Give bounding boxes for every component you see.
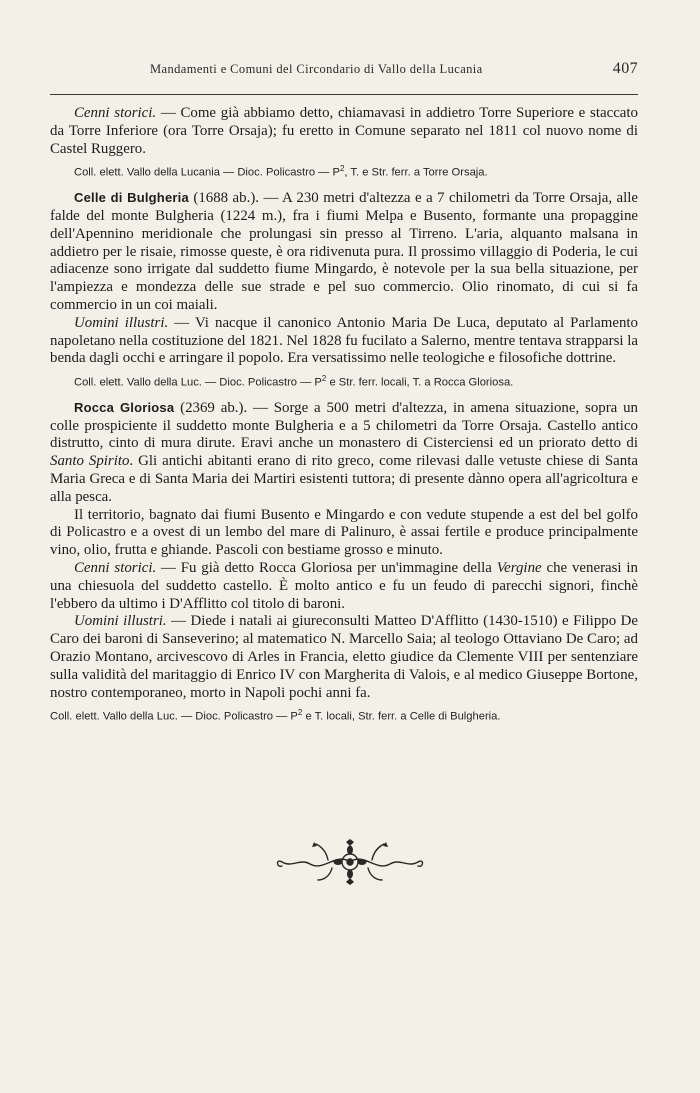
lead-cenni-storici: Cenni storici. <box>74 105 157 121</box>
note-rocca <box>50 706 638 724</box>
paragraph-cenni-torre <box>50 105 638 158</box>
entry-title-rocca: Rocca Gloriosa <box>74 399 175 415</box>
paragraph-text: che venerasi in una chiesuola del suddetto castello. È molto antico e fu un feudo di parecchi signori, finchè l'ebbero da ultimo i D'Afflitto col titolo di baroni. <box>50 560 638 612</box>
book-page <box>50 60 638 733</box>
entry-title-celle: Celle di Bulgheria <box>74 190 189 206</box>
paragraph-celle <box>50 189 638 315</box>
italic-term: Vergine <box>496 560 542 576</box>
header-rule <box>50 94 638 95</box>
paragraph-rocca-territorio <box>50 507 638 560</box>
note-text: Coll. elett. Vallo della Luc. — Dioc. Policastro — P <box>74 376 322 389</box>
note-celle <box>74 372 638 390</box>
note-sup: 2 <box>297 708 303 718</box>
note-text: , T. e Str. ferr. a Torre Orsaja. <box>344 167 488 180</box>
running-title: Mandamenti e Comuni del Circondario di Vallo della Lucania <box>150 62 483 76</box>
note-sup: 2 <box>321 374 327 384</box>
note-text: e Str. ferr. locali, T. a Rocca Gloriosa. <box>326 376 514 389</box>
paragraph-rocca-cenni <box>50 560 638 613</box>
paragraph-rocca-uomini <box>50 613 638 702</box>
paragraph-text: — Fu già detto Rocca Gloriosa per un'immagine della <box>156 560 497 576</box>
paragraph-rocca <box>50 399 638 507</box>
paragraph-text: . Gli antichi abitanti erano di rito greco, come rilevasi dalle vetuste chiese di Santa Maria Greca e di Santa Maria dei Martiri esistenti tuttora; di presente dànno opera all'agricoltura e alla pesca. <box>50 453 638 505</box>
note-torre-orsaja <box>74 162 638 180</box>
lead-uomini-illustri: Uomini illustri. <box>74 314 169 331</box>
lead-uomini-illustri: Uomini illustri. <box>74 613 167 630</box>
paragraph-text: — Vi nacque il canonico Antonio Maria De Luca, deputato al Parlamento napoletano nella costituzione del 1821. Nel 1828 fu fucilato a Salerno, mentre tentava strapparsi la benda dagli occhi e arringare il popolo. Era versatissimo nelle teologiche e filosofiche dottrine. <box>50 314 638 367</box>
paragraph-text: — Diede i natali ai giureconsulti Matteo D'Afflitto (1430-1510) e Filippo De Caro dei baroni di Sanseverino; al matematico N. Marcello Saia; al teologo Ottaviano De Caro; ad Orazio Montano, arcivescovo di Arles in Francia, eletto giudice da Clemente VIII per sentenziare sulla validità del maritaggio di Enrico IV con Margherita di Valois, e al medico Giuseppe Bortone, nostro contemporaneo, morto in Napoli pochi anni fa. <box>50 613 638 701</box>
italic-term: Santo Spirito <box>50 453 130 470</box>
note-text: Coll. elett. Vallo della Luc. — Dioc. Policastro — P <box>50 711 298 724</box>
paragraph-celle-uomini <box>50 315 638 368</box>
running-header <box>50 60 638 78</box>
paragraph-text: (2369 ab.). — Sorge a 500 metri d'altezza, in amena situazione, sopra un colle prospiciente il suddetto monte Bulgheria e a 5 chilometri da Torre Orsaja. Castello antico distrutto, cinto di mura dirute. Eravi anche un monastero di Cisterciensi ed un priorato detto di <box>50 399 639 452</box>
lead-cenni-storici: Cenni storici. <box>74 560 157 576</box>
floral-ornament-icon <box>270 838 430 886</box>
note-text: Coll. elett. Vallo della Lucania — Dioc. Policastro — P <box>74 167 340 180</box>
note-sup: 2 <box>339 164 345 174</box>
paragraph-text: Il territorio, bagnato dai fiumi Busento e Mingardo e con vedute stupende a est del bel golfo di Policastro e a ovest di un lembo del mare di Palinuro, è assai fertile e produce principalmente vino, olio, frutta e ghiande. Pascoli con bestiame grosso e minuto. <box>50 506 638 559</box>
paragraph-text: (1688 ab.). — A 230 metri d'altezza e a 7 chilometri da Torre Orsaja, alle falde del monte Bulgheria (1224 m.), fra i fiumi Melpa e Busento, formante una propaggine dell'Apennino meridionale che prolungasi sin presso al Tirreno. L'aria, alquanto malsana in addietro per le risaie, rimosse queste, è ora ridivenuta pura. Il prossimo villaggio di Poderia, le cui adiacenze sono irrigate dal suddetto fiume Mingardo, è notevole per la sua bella situazione, per l'ampiezza e mondezza delle sue strade e pel suo commercio. Olio rinomato, di cui si fa commercio in un coi maiali. <box>50 190 639 313</box>
page-number: 407 <box>612 60 638 77</box>
note-text: e T. locali, Str. ferr. a Celle di Bulgheria. <box>302 711 501 724</box>
paragraph-text: — Come già abbiamo detto, chiamavasi in addietro Torre Superiore e staccato da Torre Inferiore (ora Torre Orsaja); fu eretto in Comune separato nel 1811 col nuovo nome di Castel Ruggero. <box>50 105 638 157</box>
